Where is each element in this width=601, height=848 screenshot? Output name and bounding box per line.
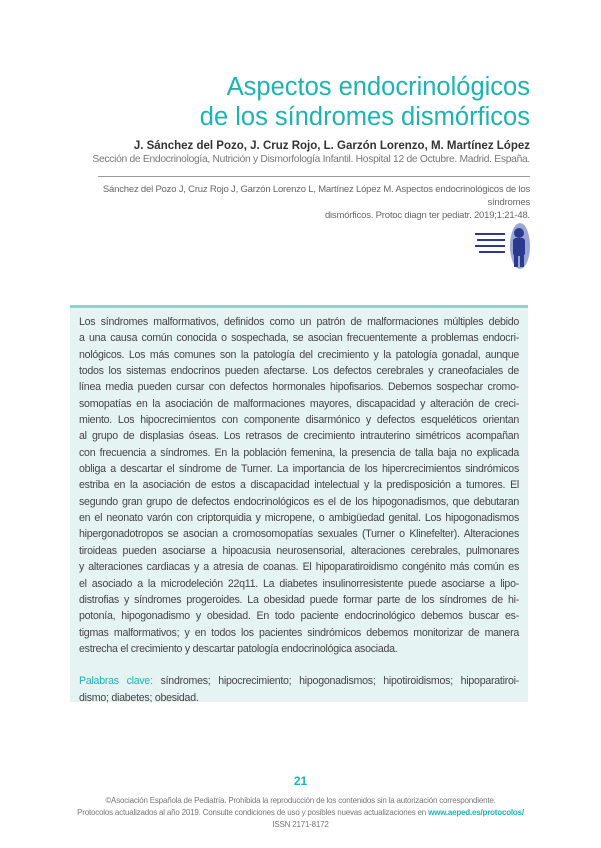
- abstract-line: potonía, hipogonadismo y obesidad. En todo paciente endocrinológico debemos buscar es-: [79, 610, 519, 623]
- abstract-line: hipergonadotropos se asocian a cromosomopatías sexuales (Turner o Klinefelter). Alteraciones: [79, 528, 519, 541]
- abstract-line: obliga a descartar el síndrome de Turner. La importancia de los hipercrecimientos sindrómicos: [79, 463, 519, 476]
- keywords-text: dismo; diabetes; obesidad.: [79, 691, 199, 704]
- abstract-line: línea media pueden cursar con defectos hormonales hipofisarios. Debemos sospechar cromo-: [79, 381, 519, 394]
- title-line-1: Aspectos endocrinológicos: [226, 73, 530, 101]
- protocols-notice: [0, 808, 601, 817]
- society-logo-icon: [475, 222, 531, 270]
- citation-line: Sánchez del Pozo J, Cruz Rojo J, Garzón Lorenzo L, Martínez López M. Aspectos endocrinológicos de los síndromes: [102, 184, 530, 208]
- citation: [98, 183, 530, 222]
- citation-line: dismórficos. Protoc diagn ter pediatr. 2019;1:21-48.: [324, 210, 530, 221]
- abstract-text: [79, 314, 519, 657]
- affiliation: Sección de Endocrinología, Nutrición y Dismorfología Infantil. Hospital 12 de Octubre. Madrid. España.: [92, 154, 530, 165]
- keywords-label: Palabras clave:: [79, 675, 153, 688]
- abstract-line: estrecha el crecimiento y descartar patología endocrinológica asociada.: [79, 642, 398, 655]
- abstract-line: el asociado a la microdeleción 22q11. La diabetes insulinorresistente puede asociarse a lipo-: [79, 577, 519, 590]
- abstract-line: tigmas malformativos; y en todos los pacientes sindrómicos debemos monitorizar de manera: [79, 626, 519, 639]
- abstract-line: con frecuencia a síndromes. En la población femenina, la presencia de talla baja no explicada: [79, 446, 519, 459]
- abstract-line: tiroideas pueden asociarse a hipoacusia neurosensorial, alteraciones cerebrales, pulmonares: [79, 544, 519, 557]
- protocols-text: Protocolos actualizados al año 2019. Consulte condiciones de uso y posibles nuevas actualizaciones en: [77, 808, 429, 817]
- issn: ISSN 2171-8172: [272, 820, 329, 829]
- copyright-notice: ©Asociación Española de Pediatría. Prohibida la reproducción de los contenidos sin la autorización correspondiente.: [105, 796, 496, 805]
- abstract-line: a una causa común conocida o sospechada, se asocian frecuentemente a problemas endocri-: [79, 332, 519, 345]
- protocols-link[interactable]: www.aeped.es/protocolos/: [428, 808, 524, 817]
- abstract-line: segundo gran grupo de defectos endocrinológicos es el de los hipogonadismos, que debutaran: [79, 495, 519, 508]
- abstract-line: distrofias y síndromes progeroides. La obesidad puede formar parte de los síndromes de hi-: [79, 593, 519, 606]
- keywords-text: síndromes; hipocrecimiento; hipogonadismos; hipotiroidismos; hipoparatiroi-: [152, 675, 519, 688]
- abstract-line: estriba en la asociación de estos a discapacidad intelectual y la predisposición a tumores. El: [79, 479, 519, 492]
- abstract-line: todos los sistemas endocrinos pueden afectarse. Los defectos cerebrales y craneofaciales de: [79, 365, 519, 378]
- abstract-line: nológicos. Los más comunes son la patología del crecimiento y la patología gonadal, aunque: [79, 348, 519, 361]
- abstract-line: miento. Los hipocrecimientos con componente disarmónico y defectos esqueléticos orientan: [79, 414, 519, 427]
- keywords: [79, 673, 519, 706]
- abstract-line: en el neonato varón con criptorquidia y micropene, o ambigüedad genital. Los hipogonadismos: [79, 512, 519, 525]
- authors: J. Sánchez del Pozo, J. Cruz Rojo, L. Garzón Lorenzo, M. Martínez López: [133, 140, 530, 152]
- abstract-line: y alteraciones cardiacas y a atresia de coanas. El hipoparatiroidismo congénito más común es: [79, 561, 519, 574]
- abstract-line: Los síndromes malformativos, definidos como un patrón de malformaciones múltiples debido: [79, 316, 519, 328]
- abstract-box: [70, 305, 528, 702]
- abstract-line: al grupo de displasias óseas. Los retrasos de crecimiento intrauterino simétricos acompañan: [79, 430, 519, 443]
- divider: [98, 176, 530, 177]
- abstract-line: somopatías en la asociación de malformaciones mayores, discapacidad y alteración de creci-: [79, 397, 519, 410]
- page-number: 21: [293, 774, 308, 788]
- title-line-2: de los síndromes dismórficos: [199, 103, 530, 131]
- article-title: [200, 72, 530, 132]
